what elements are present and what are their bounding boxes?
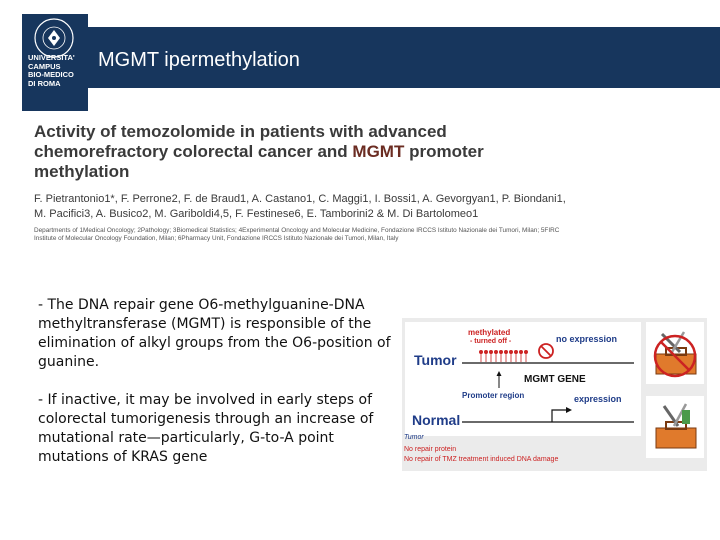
slide-title: MGMT ipermethylation bbox=[98, 49, 300, 71]
toolbox-icon bbox=[656, 404, 696, 448]
methylation-marks bbox=[479, 350, 527, 362]
logo-line: BIO-MEDICO bbox=[28, 70, 74, 79]
diagram-graphics bbox=[402, 318, 707, 471]
paper-authors: F. Pietrantonio1*, F. Perrone2, F. de Braud1, A. Castano1, C. Maggi1, I. Bossi1, A. Gevorgyan1, P. Biondani1, M. Pacifici3, A. Busico2, M. Gariboldi4,5, F. Festinese6, E. Tamborini2 & M. Di Bartolomeo1 bbox=[34, 193, 566, 220]
university-logo bbox=[22, 14, 88, 111]
turned-off-label: - turned off - bbox=[470, 338, 512, 345]
paper-title-end: promoter methylation bbox=[34, 142, 484, 181]
bullet-list bbox=[38, 296, 396, 486]
mgmt-diagram bbox=[402, 318, 707, 471]
methylated-label: methylated bbox=[468, 328, 511, 337]
tumor-small-label: Tumor bbox=[404, 434, 424, 441]
no-entry-icon bbox=[539, 344, 553, 358]
paper-title-accent: MGMT bbox=[352, 142, 405, 161]
logo-text bbox=[28, 54, 88, 88]
promoter-region-label: Promoter region bbox=[462, 391, 525, 400]
paper-header-image bbox=[34, 122, 574, 243]
no-expression-label: no expression bbox=[556, 334, 618, 344]
transcription-start-arrow bbox=[552, 410, 568, 422]
broken-toolbox-icon bbox=[655, 332, 696, 376]
repair-note-2: No repair of TMZ treatment induced DNA damage bbox=[404, 456, 559, 463]
paper-title-main: Activity of temozolomide in patients with advanced chemorefractory colorectal cancer and bbox=[34, 122, 447, 161]
repair-note-1: No repair protein bbox=[404, 446, 457, 453]
normal-label: Normal bbox=[412, 412, 461, 428]
paper-title bbox=[34, 122, 574, 182]
mgmt-gene-label: MGMT GENE bbox=[524, 374, 586, 385]
tumor-label: Tumor bbox=[414, 352, 457, 368]
paper-affiliations: Departments of 1Medical Oncology; 2Pathology; 3Biomedical Statistics; 4Experimental Oncology and Molecular Medicine, Fondazione IRCCS Istituto Nazionale dei Tumori, Milan; 5FIRC Institute of Molecular Oncology Foundation, Milan; 6Pharmacy Unit, Fondazione IRCCS Istituto Nazionale dei Tumori, Milan, Italy bbox=[34, 227, 560, 242]
expression-label: expression bbox=[574, 394, 622, 404]
logo-line: DI ROMA bbox=[28, 78, 61, 88]
bullet-mgmt-inactive: - If inactive, it may be involved in early steps of colorectal tumorigenesis through an increase of mutational rate—particularly, G-to-A point mutations of KRAS gene bbox=[38, 392, 374, 465]
bullet-mgmt-function: - The DNA repair gene O6-methylguanine-DNA methyltransferase (MGMT) is responsible of the elimination of alkyl groups from the O6-position of guanine. bbox=[38, 297, 391, 370]
logo-line: CAMPUS bbox=[28, 61, 61, 71]
logo-line: UNIVERSITA' bbox=[28, 53, 75, 62]
